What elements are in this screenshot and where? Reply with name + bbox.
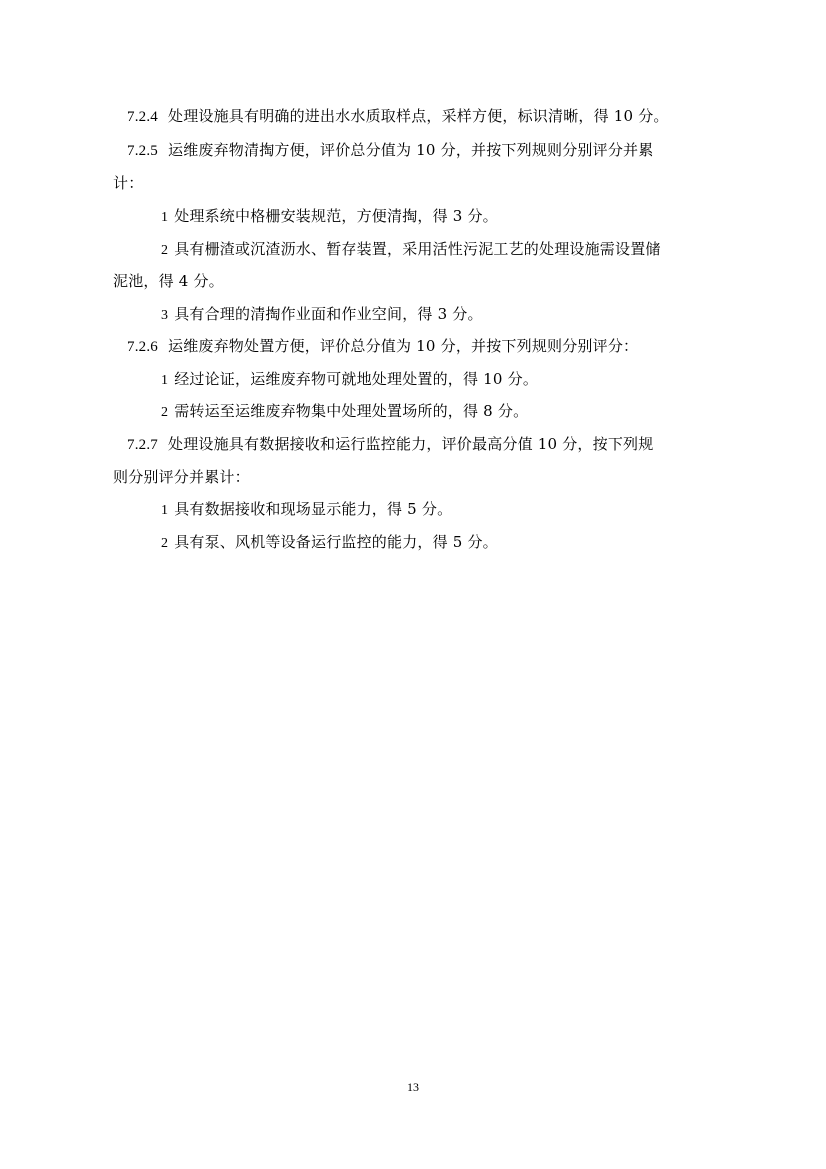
clause-7-2-5-line-1	[127, 140, 653, 161]
clause-7-2-6-item-2	[161, 401, 528, 423]
item-number: 2	[161, 536, 169, 551]
item-number: 1	[161, 373, 169, 388]
clause-text: 则分别评分并累计：	[113, 468, 250, 486]
item-number: 2	[161, 243, 169, 258]
clause-7-2-6-line-1	[127, 336, 638, 357]
item-text: 具有数据接收和现场显示能力，得 5 分。	[174, 500, 453, 518]
clause-7-2-7-item-1	[161, 499, 452, 521]
clause-7-2-5-item-3	[161, 304, 483, 326]
item-text: 具有泵、风机等设备运行监控的能力，得 5 分。	[174, 533, 498, 551]
clause-text: 计：	[113, 174, 144, 192]
item-number: 2	[161, 405, 169, 420]
clause-7-2-5-line-2	[113, 173, 143, 193]
item-number: 1	[161, 210, 169, 225]
clause-7-2-7-line-1	[127, 434, 653, 455]
clause-7-2-5-item-2-line-2	[113, 271, 224, 291]
item-text: 处理系统中格栅安装规范，方便清掏，得 3 分。	[174, 207, 498, 225]
clause-number: 7.2.4	[127, 109, 158, 125]
clause-7-2-7-item-2	[161, 532, 498, 554]
clause-number: 7.2.6	[127, 339, 158, 355]
clause-text: 运维废弃物处置方便，评价总分值为 10 分，并按下列规则分别评分：	[168, 337, 639, 355]
clause-number: 7.2.7	[127, 437, 158, 453]
item-text: 需转运至运维废弃物集中处理处置场所的，得 8 分。	[174, 402, 529, 420]
clause-text: 运维废弃物清掏方便，评价总分值为 10 分，并按下列规则分别评分并累	[168, 141, 654, 159]
item-text: 具有合理的清掏作业面和作业空间，得 3 分。	[174, 305, 483, 323]
clause-text: 处理设施具有明确的进出水水质取样点，采样方便，标识清晰，得 10 分。	[168, 107, 669, 125]
clause-7-2-5-item-2-line-1	[161, 239, 661, 261]
item-text: 经过论证，运维废弃物可就地处理处置的，得 10 分。	[174, 370, 539, 388]
item-number: 3	[161, 308, 169, 323]
clause-number: 7.2.5	[127, 143, 158, 159]
item-number: 1	[161, 503, 169, 518]
page-number: 13	[407, 1080, 419, 1094]
clause-7-2-4-line-1	[127, 106, 669, 127]
item-text: 泥池，得 4 分。	[113, 272, 224, 290]
clause-7-2-6-item-1	[161, 369, 538, 391]
clause-7-2-7-line-2	[113, 467, 250, 487]
clause-7-2-5-item-1	[161, 206, 498, 228]
item-text: 具有栅渣或沉渣沥水、暂存装置，采用活性污泥工艺的处理设施需设置储	[174, 240, 661, 258]
clause-text: 处理设施具有数据接收和运行监控能力，评价最高分值 10 分，按下列规	[168, 435, 654, 453]
